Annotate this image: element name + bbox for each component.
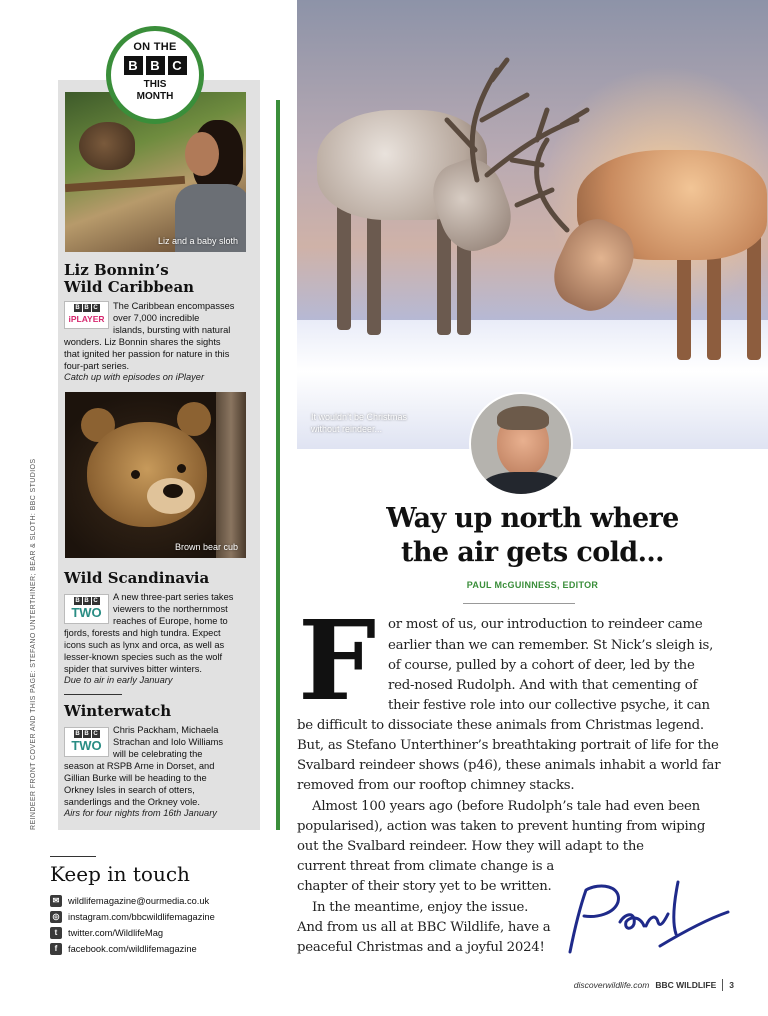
article-line: be difficult to dissociate these animals from Christmas legend. bbox=[297, 718, 704, 733]
article-headline bbox=[297, 502, 768, 570]
photo-credit bbox=[30, 458, 42, 830]
article-line: peaceful Christmas and a joyful 2024! bbox=[297, 940, 545, 955]
bbc-letter: C bbox=[168, 56, 187, 75]
article-line: But, as Stefano Unterthiner’s breathtaking portrait of life for the bbox=[297, 738, 719, 753]
sloth-figure bbox=[79, 122, 135, 170]
editor-signature bbox=[560, 872, 730, 962]
logo-letter: B bbox=[75, 305, 80, 311]
body-line: Gillian Burke will be heading to the bbox=[64, 773, 207, 783]
logo-letter: B bbox=[84, 305, 89, 311]
body-line: reaches of Europe, home to bbox=[113, 616, 228, 626]
photo-credit-text: REINDEER FRONT COVER AND THIS PAGE: STEFANO UNTERTHINER; BEAR & SLOTH: BBC STUDIOS bbox=[30, 458, 37, 830]
iplayer-word: iPLAYER bbox=[68, 314, 105, 324]
body-line: islands, bursting with natural bbox=[113, 325, 231, 335]
editor-avatar bbox=[469, 392, 573, 496]
on-the-bbc-badge bbox=[106, 26, 204, 124]
instagram-icon: ◎ bbox=[50, 911, 62, 923]
body-line: will be celebrating the bbox=[113, 749, 203, 759]
article-line: Almost 100 years ago (before Rudolph’s tale had even been bbox=[312, 799, 700, 814]
logo-letter: B bbox=[75, 598, 80, 604]
article-line: chapter of their story yet to be written. bbox=[297, 879, 552, 894]
hero-caption bbox=[311, 411, 407, 435]
contact-text[interactable]: wildlifemagazine@ourmedia.co.uk bbox=[68, 896, 210, 906]
article-line: In the meantime, enjoy the issue. bbox=[312, 900, 529, 915]
article-line: their festive role into our collective psyche, it can bbox=[388, 698, 710, 713]
contact-email[interactable] bbox=[50, 895, 209, 907]
bbc-letter: B bbox=[124, 56, 143, 75]
article-line: removed from our rooftop chimney stacks. bbox=[297, 778, 575, 793]
logo-letter: B bbox=[84, 598, 89, 604]
body-line: Chris Packham, Michaela bbox=[113, 725, 219, 735]
logo-letter: C bbox=[93, 731, 98, 737]
headline-line1: Way up north where bbox=[386, 503, 679, 534]
contact-instagram[interactable] bbox=[50, 911, 215, 923]
article-line: of course, pulled by a cohort of deer, led by the bbox=[388, 658, 695, 673]
bear-cub-photo bbox=[65, 392, 246, 558]
body-line: sanderlings and the Orkney vole. bbox=[64, 797, 200, 807]
article-line: And from us all at BBC Wildlife, have a bbox=[297, 920, 551, 935]
drop-cap: F bbox=[298, 596, 377, 725]
body-line: four-part series. bbox=[64, 361, 130, 371]
item1-title-line1: Liz Bonnin’s bbox=[64, 261, 169, 279]
item1-note: Catch up with episodes on iPlayer bbox=[64, 372, 205, 382]
reindeer-photo bbox=[297, 0, 768, 449]
article-line: or most of us, our introduction to reindeer came bbox=[388, 617, 703, 632]
item3-note: Airs for four nights from 16th January bbox=[64, 808, 217, 818]
logo-letter: C bbox=[93, 598, 98, 604]
item1-title-line2: Wild Caribbean bbox=[64, 278, 195, 296]
contact-text[interactable]: twitter.com/WildlifeMag bbox=[68, 928, 164, 938]
badge-bottom-text bbox=[111, 79, 199, 103]
item1-body bbox=[64, 300, 254, 372]
body-line: that ignited her passion for nature in this bbox=[64, 349, 230, 359]
article-line: current threat from climate change is a bbox=[297, 859, 554, 874]
contact-facebook[interactable] bbox=[50, 943, 197, 955]
two-word: TWO bbox=[71, 738, 102, 753]
item1-title bbox=[64, 262, 194, 296]
item2-title: Wild Scandinavia bbox=[64, 569, 210, 587]
hero-caption-line2: without reindeer... bbox=[311, 424, 383, 434]
page-footer bbox=[574, 979, 734, 991]
logo-letter: B bbox=[84, 731, 89, 737]
body-line: icons such as lynx and orca, as well as bbox=[64, 640, 225, 650]
bbc-logo bbox=[111, 56, 199, 75]
bear-photo-caption: Brown bear cub bbox=[174, 542, 238, 552]
item3-body bbox=[64, 724, 254, 808]
antlers bbox=[297, 0, 768, 449]
bbc-letter: B bbox=[146, 56, 165, 75]
body-line: lesser-known species such as the wolf bbox=[64, 652, 223, 662]
item2-body bbox=[64, 591, 254, 675]
article-line: Svalbard reindeer shows (p46), these animals inhabit a world far bbox=[297, 758, 721, 773]
article-line: out the Svalbard reindeer. How they will adapt to the bbox=[297, 839, 644, 854]
byline: PAUL McGUINNESS, EDITOR bbox=[466, 580, 599, 590]
footer-site: discoverwildlife.com bbox=[573, 980, 650, 990]
contact-text[interactable]: instagram.com/bbcwildlifemagazine bbox=[68, 912, 215, 922]
article-line: red-nosed Rudolph. And with that cementing of bbox=[388, 678, 698, 693]
article-line: popularised), action was taken to prevent hunting from wiping bbox=[297, 819, 706, 834]
twitter-icon: t bbox=[50, 927, 62, 939]
body-line: wonders. Liz Bonnin shares the sights bbox=[64, 337, 221, 347]
divider bbox=[64, 694, 122, 695]
item3-title: Winterwatch bbox=[64, 702, 172, 720]
body-line: Orkney Isles in search of otters, bbox=[64, 785, 195, 795]
accent-bar bbox=[276, 100, 280, 830]
body-line: fjords, forests and high tundra. Expect bbox=[64, 628, 221, 638]
page-number: 3 bbox=[729, 980, 734, 990]
body-line: spider that survives bitter winters. bbox=[64, 664, 202, 674]
email-icon: ✉ bbox=[50, 895, 62, 907]
sloth-photo-caption: Liz and a baby sloth bbox=[157, 236, 238, 246]
two-word: TWO bbox=[71, 605, 102, 620]
body-line: over 7,000 incredible bbox=[113, 313, 200, 323]
badge-top-text: ON THE bbox=[133, 41, 177, 53]
footer-brand: BBC WILDLIFE bbox=[655, 980, 717, 990]
contact-text[interactable]: facebook.com/wildlifemagazine bbox=[68, 944, 197, 954]
body-line: The Caribbean encompasses bbox=[113, 301, 235, 311]
hero-caption-line1: It wouldn’t be Christmas bbox=[311, 412, 408, 422]
item2-note: Due to air in early January bbox=[64, 675, 173, 685]
badge-this: THIS bbox=[143, 79, 167, 90]
headline-line2: the air gets cold... bbox=[401, 537, 664, 568]
body-line: viewers to the northernmost bbox=[113, 604, 228, 614]
logo-letter: C bbox=[93, 305, 98, 311]
divider bbox=[463, 603, 575, 604]
keep-in-touch-title: Keep in touch bbox=[50, 862, 190, 886]
divider bbox=[50, 856, 96, 857]
body-line: season at RSPB Arne in Dorset, and bbox=[64, 761, 215, 771]
contact-twitter[interactable] bbox=[50, 927, 163, 939]
badge-month: MONTH bbox=[136, 91, 174, 102]
footer-separator bbox=[722, 979, 723, 991]
facebook-icon: f bbox=[50, 943, 62, 955]
article-line: earlier than we can remember. St Nick’s sleigh is, bbox=[388, 638, 714, 653]
body-line: A new three-part series takes bbox=[113, 592, 234, 602]
logo-letter: B bbox=[75, 731, 80, 737]
body-line: Strachan and Iolo Williams bbox=[113, 737, 224, 747]
